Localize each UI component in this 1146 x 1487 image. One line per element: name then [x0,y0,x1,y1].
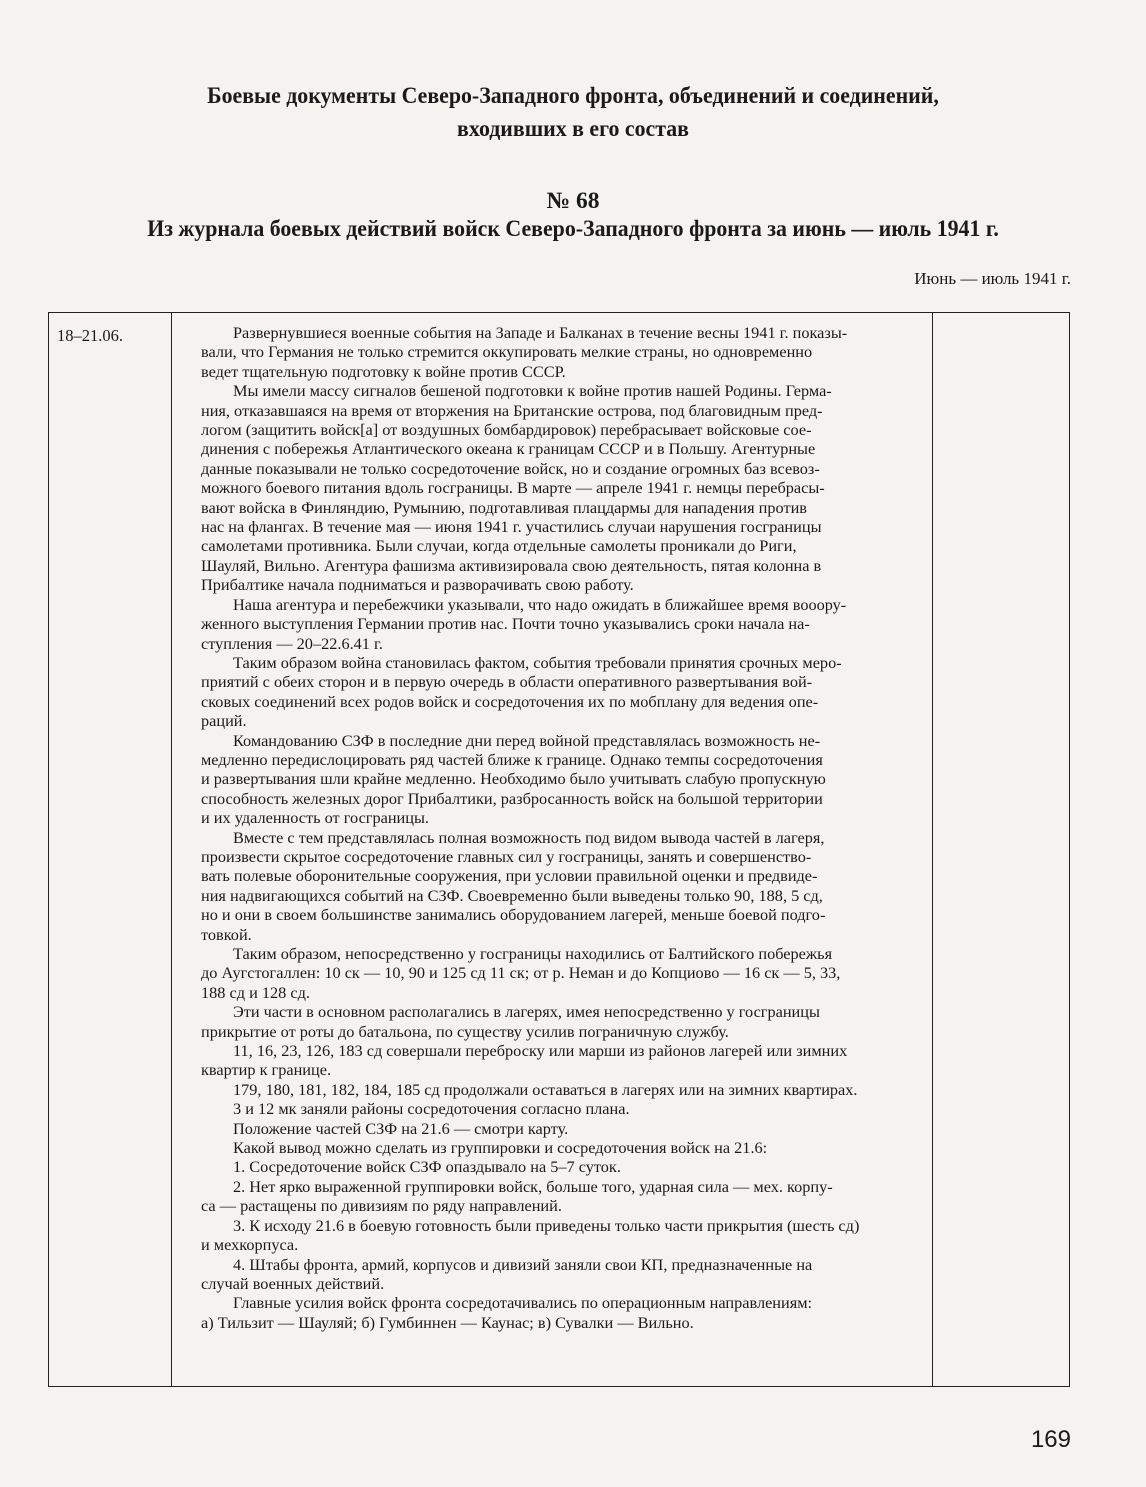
entry-text-line: Командованию СЗФ в последние дни перед войной представлялась возможность не- [233,730,821,750]
entry-text-line: са — растащены по дивизиям по ряду направлений. [201,1196,562,1216]
column-divider [171,313,172,1386]
section-heading-line1: Боевые документы Северо-Западного фронта, объединений и соединений, [207,83,939,109]
column-divider [932,313,933,1386]
entry-text-line: Вместе с тем представлялась полная возможность под видом вывода частей в лагеря, [233,827,825,847]
entry-text-line: и мехкорпуса. [201,1235,299,1255]
entry-text-line: приятий с обеих сторон и в первую очередь в области оперативного развертывания вой- [201,672,813,692]
entry-text-line: данные показывали не только сосредоточение войск, но и создание огромных баз всевоз- [201,458,820,478]
entry-text-line: квартир к границе. [201,1060,332,1080]
entry-text-line: случай военных действий. [201,1273,385,1293]
entry-text-line: способность железных дорог Прибалтики, разбросанность войск на большой территории [201,788,823,808]
document-date-range: Июнь — июль 1941 г. [914,269,1071,288]
section-heading [96,80,1050,146]
entry-text-line: логом (защитить войск[а] от воздушных бомбардировок) перебрасывает войсковые сое- [201,420,812,440]
entry-text-line: ведет тщательную подготовку к войне против СССР. [201,361,566,381]
entry-text [201,323,917,1332]
entry-text-line: 11, 16, 23, 126, 183 сд совершали переброску или марши из районов лагерей или зимних [233,1041,848,1061]
entry-text-line: 1. Сосредоточение войск СЗФ опаздывало на 5–7 суток. [233,1157,621,1177]
entry-text-line: Мы имели массу сигналов бешеной подготовки к войне против нашей Родины. Герма- [233,381,832,401]
entry-text-line: вают войска в Финляндию, Румынию, подготавливая плацдармы для нападения против [201,497,807,517]
entry-text-line: ния, отказавшаяся на время от вторжения на Британские острова, под благовидным пред- [201,400,823,420]
entry-text-line: 3. К исходу 21.6 в боевую готовность были приведены только части прикрытия (шесть сд) [233,1215,860,1235]
entry-text-line: ступления — 20–22.6.41 г. [201,633,383,653]
section-heading-line2: входивших в его состав [457,116,689,142]
entry-text-line: Прибалтике начала подниматься и разворачивать свою работу. [201,575,634,595]
entry-text-line: сковых соединений всех родов войск и сосредоточения их по мобплану для ведения опе- [201,691,819,711]
entry-text-line: товкой. [201,924,252,944]
entry-text-line: ния надвигающихся событий на СЗФ. Своевременно были выведены только 90, 188, 5 сд, [201,885,823,905]
entry-text-line: Наша агентура и перебежчики указывали, что надо ожидать в ближайшее время вооору- [233,594,847,614]
entry-text-line: но и они в своем большинстве занимались оборудованием лагерей, меньше боевой подго- [201,905,826,925]
journal-table [48,312,1070,1387]
entry-date: 18–21.06. [57,326,123,345]
entry-text-line: динения с побережья Атлантического океана к границам СССР и в Польшу. Агентурные [201,439,816,459]
entry-text-line: Таким образом война становилась фактом, события требовали принятия срочных меро- [233,652,842,672]
entry-text-line: Шауляй, Вильно. Агентура фашизма активизировала свою деятельность, пятая колонна в [201,555,822,575]
entry-text-line: Развернувшиеся военные события на Западе и Балканах в течение весны 1941 г. показы- [233,323,848,342]
entry-text-line: Какой вывод можно сделать из группировки и сосредоточения войск на 21.6: [233,1138,768,1158]
entry-text-line: а) Тильзит — Шауляй; б) Гумбиннен — Каунас; в) Сувалки — Вильно. [201,1312,694,1332]
page-number: 169 [1030,1426,1071,1453]
entry-text-line: Таким образом, непосредственно у госграницы находились от Балтийского побережья [233,944,833,963]
entry-text-line: Главные усилия войск фронта сосредотачивались по операционным направлениям: [233,1293,813,1313]
document-title: Из журнала боевых действий войск Северо-Западного фронта за июнь — июль 1941 г. [147,216,999,242]
entry-text-line: медленно передислоцировать ряд частей ближе к границе. Однако темпы сосредоточения [201,749,823,769]
entry-text-line: 188 сд и 128 сд. [201,982,310,1002]
entry-text-line: и развертывания шли крайне медленно. Необходимо было учитывать слабую пропускную [201,769,826,789]
entry-text-line: вали, что Германия не только стремится оккупировать мелкие страны, но одновременно [201,342,813,362]
entry-text-line: прикрытие от роты до батальона, по существу усилив пограничную службу. [201,1021,729,1041]
entry-text-line: вать полевые оборонительные сооружения, при условии правильной оценки и предвиде- [201,866,818,886]
document-number: № 68 [546,188,600,214]
entry-text-line: нас на флангах. В течение мая — июня 1941 г. участились случаи нарушения госграницы [201,517,822,537]
entry-text-line: 3 и 12 мк заняли районы сосредоточения согласно плана. [233,1099,630,1119]
entry-text-line: можного боевого питания вдоль госграницы. В марте — апреле 1941 г. немцы перебрасы- [201,478,825,498]
entry-text-line: 179, 180, 181, 182, 184, 185 сд продолжали оставаться в лагерях или на зимних квартирах. [233,1079,858,1099]
entry-text-line: и их удаленность от госграницы. [201,808,429,828]
entry-text-line: раций. [201,711,247,731]
entry-text-line: 4. Штабы фронта, армий, корпусов и дивизий заняли свои КП, предназначенные на [233,1254,813,1274]
entry-text-line: Положение частей СЗФ на 21.6 — смотри карту. [233,1118,569,1138]
entry-text-line: произвести скрытое сосредоточение главных сил у госграницы, занять и совершенство- [201,846,812,866]
entry-text-line: самолетами противника. Были случаи, когда отдельные самолеты проникали до Риги, [201,536,797,556]
entry-text-line: Эти части в основном располагались в лагерях, имея непосредственно у госграницы [233,1002,820,1022]
entry-text-line: до Аугстогаллен: 10 ск — 10, 90 и 125 сд 11 ск; от р. Неман и до Копциово — 16 ск — 5, 33, [201,963,841,983]
entry-text-line: женного выступления Германии против нас. Почти точно указывались сроки начала на- [201,614,810,634]
entry-text-line: 2. Нет ярко выраженной группировки войск, больше того, ударная сила — мех. корпу- [233,1176,833,1196]
